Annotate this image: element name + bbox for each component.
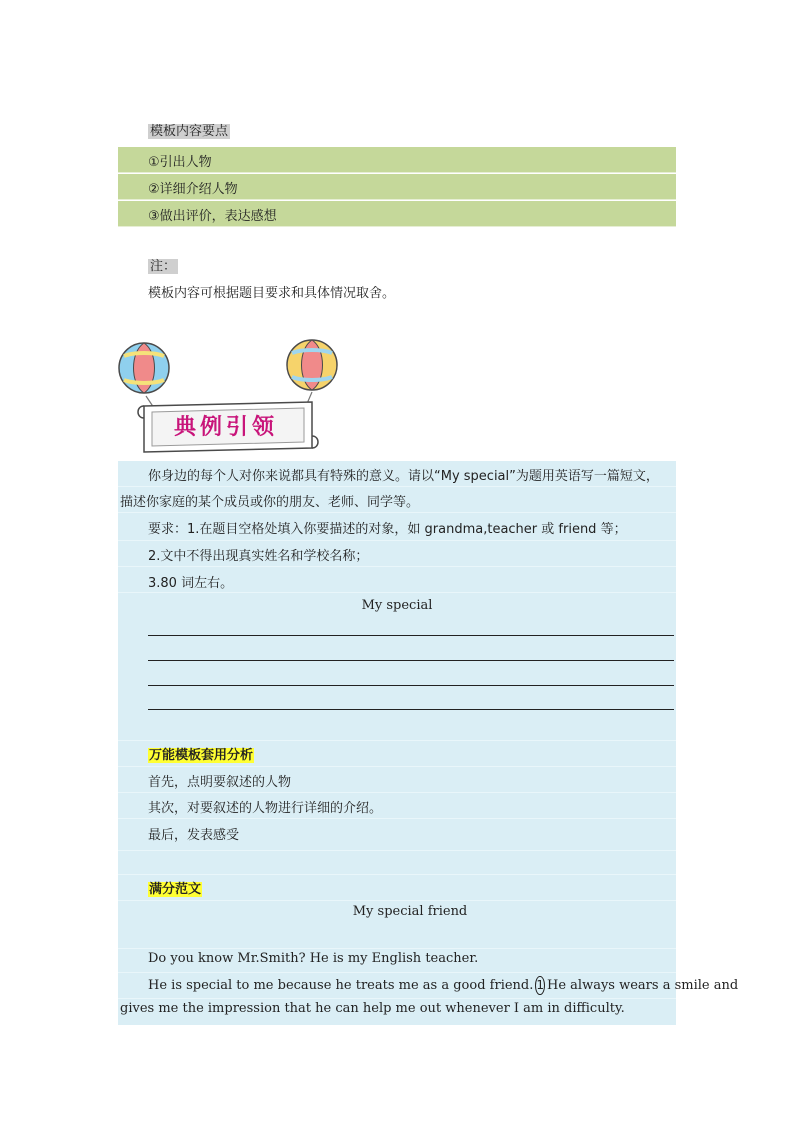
task-line: 你身边的每个人对你来说都具有特殊的意义。请以“My special”为题用英语写一篇短文， — [148, 469, 659, 484]
writing-line — [148, 685, 674, 686]
ball-icon — [119, 343, 169, 393]
circled-number: 1 — [535, 976, 545, 995]
analysis-last: 最后，发表感受 — [148, 828, 240, 843]
ball-icon — [287, 340, 337, 390]
writing-line — [148, 709, 674, 710]
writing-line — [148, 635, 674, 636]
analysis-second: 其次，对要叙述的人物进行详细的介绍。 — [148, 801, 383, 816]
template-point: ③做出评价，表达感想 — [118, 201, 676, 227]
note-label: 注： — [150, 259, 177, 274]
template-heading: 模板内容要点 — [150, 124, 229, 139]
requirement-2: 2.文中不得出现真实姓名和学校名称； — [148, 549, 369, 564]
sample-paragraph-2: He is special to me because he treats me as a good friend. 1 He always wears a smile and — [148, 978, 739, 993]
writing-line — [148, 660, 674, 661]
sample-heading: 满分范文 — [149, 882, 202, 897]
analysis-first: 首先，点明要叙述的人物 — [148, 775, 292, 790]
note-text: 模板内容可根据题目要求和具体情况取舍。 — [148, 286, 396, 301]
requirement-3: 3.80 词左右。 — [148, 576, 234, 591]
sample-paragraph-2-continued: gives me the impression that he can help me out whenever I am in difficulty. — [120, 1001, 625, 1016]
template-point: ②详细介绍人物 — [118, 174, 676, 200]
requirement-1: 要求：1.在题目空格处填入你要描述的对象，如 grandma,teacher 或 friend 等； — [148, 522, 627, 537]
template-point: ①引出人物 — [118, 147, 676, 173]
sample-paragraph-1: Do you know Mr.Smith? He is my English teacher. — [148, 951, 479, 966]
banner-title: 典例引领 — [173, 414, 278, 440]
task-line: 描述你家庭的某个成员或你的朋友、老师、同学等。 — [120, 495, 420, 510]
analysis-heading: 万能模板套用分析 — [149, 748, 254, 763]
essay-title: My special — [361, 598, 433, 613]
sample-title: My special friend — [352, 904, 468, 919]
